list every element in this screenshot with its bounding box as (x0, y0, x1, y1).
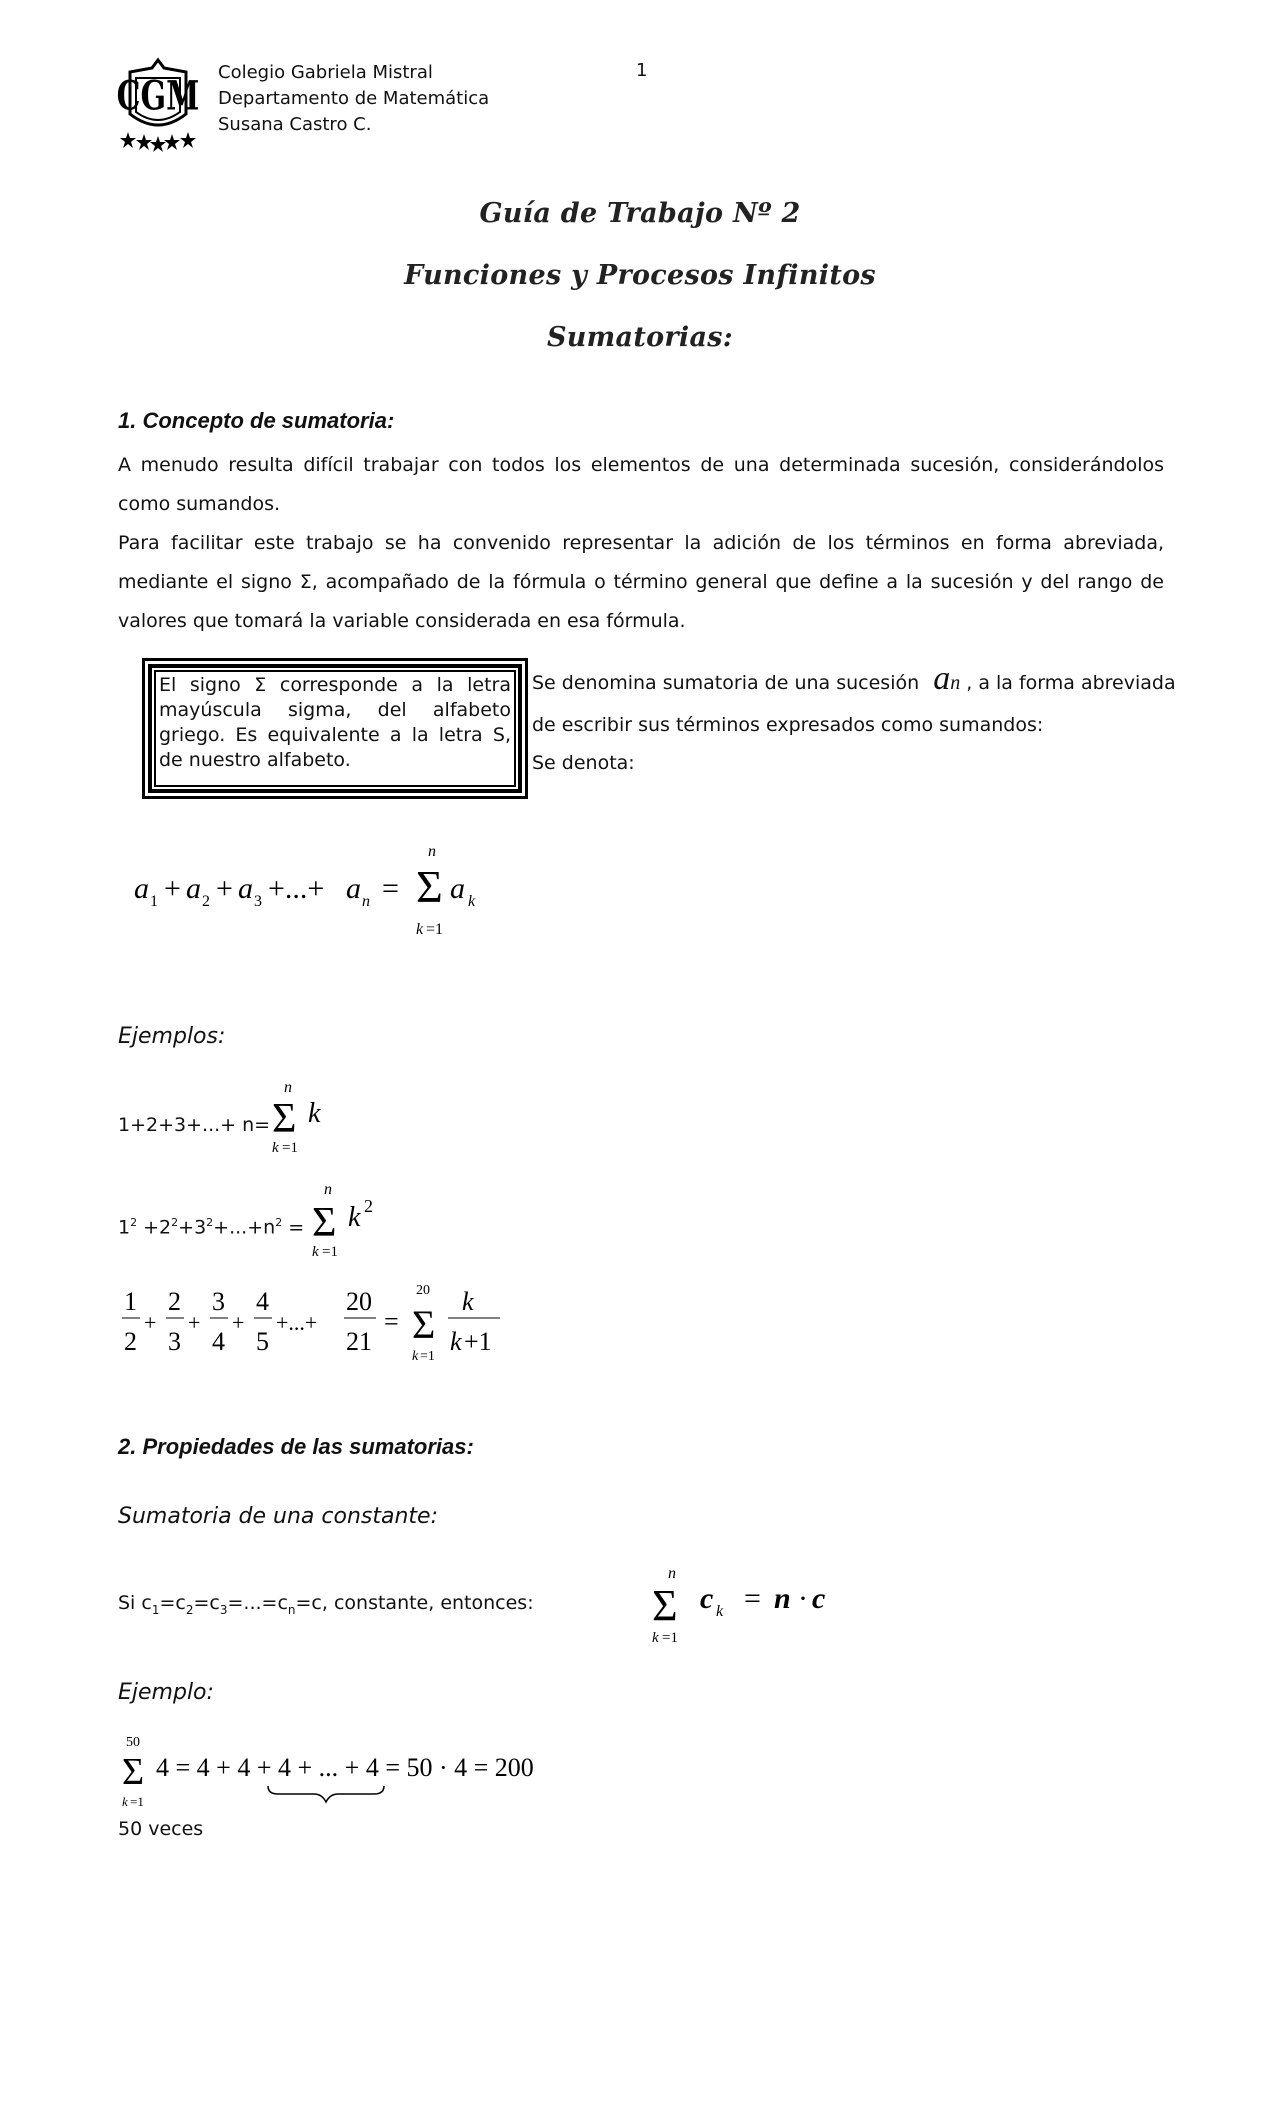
svg-text:Σ: Σ (652, 1581, 678, 1630)
svg-text:20: 20 (416, 1283, 430, 1298)
svg-text:4 = 4 + 4 + 4 + ... + 4 = 50 ·: 4 = 4 + 4 + 4 + ... + 4 = 50 · 4 = 200 (156, 1753, 534, 1782)
guide-title: Guía de Trabajo Nº 2 (479, 198, 801, 229)
svg-text:n: n (774, 1582, 791, 1615)
svg-text:=1: =1 (322, 1244, 338, 1260)
example1-lhs: 1+2+3+...+ n= (118, 1114, 271, 1136)
svg-text:a: a (134, 872, 149, 905)
svg-text:1: 1 (124, 1287, 137, 1316)
svg-text:n: n (668, 1565, 676, 1582)
definition-line-1: Se denomina sumatoria de una sucesión an , a la forma abreviada (532, 660, 1176, 697)
svg-text:=1: =1 (420, 1349, 435, 1364)
svg-text:50: 50 (126, 1735, 140, 1750)
svg-text:=: = (382, 872, 399, 905)
svg-text:Σ: Σ (272, 1096, 297, 1142)
svg-text:k: k (468, 893, 476, 910)
constant-sum-example-formula (118, 1732, 538, 1816)
sigma-definition-formula (128, 840, 528, 944)
department-name: Departamento de Matemática (218, 88, 490, 109)
svg-text:1: 1 (150, 893, 158, 910)
svg-text:5: 5 (256, 1327, 269, 1356)
svg-text:=: = (384, 1307, 399, 1336)
svg-text:k: k (416, 921, 424, 938)
constant-sum-statement: Si $c_1=c_2=c_3=...=c_n=c$, constante, entonces: (118, 1592, 534, 1617)
svg-text:=1: =1 (282, 1140, 298, 1156)
constant-sum-example-heading: Ejemplo: (118, 1680, 214, 1705)
svg-text:k: k (652, 1630, 659, 1646)
author-name: Susana Castro C. (218, 114, 372, 135)
page-number: 1 (636, 60, 648, 81)
svg-text:a: a (186, 872, 201, 905)
svg-text:2: 2 (202, 893, 210, 910)
constant-sum-formula (648, 1562, 868, 1652)
svg-text:c: c (700, 1582, 714, 1615)
example1-sigma (268, 1076, 348, 1160)
svg-text:Σ: Σ (416, 861, 443, 912)
svg-text:k: k (412, 1349, 419, 1364)
svg-text:k: k (348, 1202, 361, 1233)
topic-title: Funciones y Procesos Infinitos (404, 260, 876, 291)
example3-fraction-series (118, 1274, 518, 1370)
svg-text:+...+: +...+ (276, 1310, 318, 1335)
svg-text:=1: =1 (130, 1794, 144, 1809)
svg-text:CGM: CGM (116, 72, 200, 120)
svg-text:+: + (144, 1310, 157, 1335)
svg-text:Σ: Σ (312, 1200, 337, 1246)
svg-text:k: k (308, 1098, 321, 1129)
svg-text:3: 3 (168, 1327, 181, 1356)
svg-text:Σ: Σ (412, 1302, 436, 1347)
svg-text:=1: =1 (662, 1630, 678, 1646)
svg-text:k: k (462, 1287, 474, 1316)
section1-heading: 1. Concepto de sumatoria: (118, 408, 395, 433)
svg-text:c: c (812, 1582, 826, 1615)
svg-text:k: k (716, 1603, 724, 1620)
svg-text:n: n (428, 843, 436, 860)
svg-text:+: + (164, 872, 181, 905)
definition-line-2: de escribir sus términos expresados como sumandos: (532, 714, 1044, 736)
svg-text:=: = (744, 1582, 761, 1615)
svg-text:+...+: +...+ (268, 872, 325, 905)
svg-text:+: + (232, 1310, 245, 1335)
svg-text:4: 4 (212, 1327, 225, 1356)
subtopic-title: Sumatorias: (546, 322, 734, 353)
svg-text:2: 2 (168, 1287, 181, 1316)
svg-text:3: 3 (254, 893, 262, 910)
svg-text:a: a (450, 872, 465, 905)
svg-text:n: n (324, 1181, 332, 1198)
example2-sigma (308, 1178, 408, 1266)
svg-text:+: + (216, 872, 233, 905)
svg-text:a: a (238, 872, 253, 905)
sigma-note-text: El signo Σ corresponde a la letra mayúscula sigma, del alfabeto griego. Es equivalente a la letra S, de nuestro alfabeto. (159, 674, 511, 771)
svg-text:20: 20 (346, 1287, 372, 1316)
svg-text:n: n (362, 893, 370, 910)
svg-text:3: 3 (212, 1287, 225, 1316)
svg-text:·: · (798, 1582, 808, 1615)
svg-text:Σ: Σ (122, 1751, 145, 1793)
section1-paragraph-2: Para facilitar este trabajo se ha convenido representar la adición de los términos en forma abreviada, mediante el signo Σ, acompañado de la fórmula o término general que define a la sucesión y del rango de valores que tomará la variable considerada en esa fórmula. (118, 532, 1164, 632)
sigma-note-box (142, 658, 528, 799)
svg-text:+1: +1 (464, 1327, 492, 1356)
svg-text:2: 2 (364, 1196, 373, 1216)
school-logo (116, 58, 200, 148)
svg-text:a: a (346, 872, 361, 905)
constant-sum-heading: Sumatoria de una constante: (118, 1504, 438, 1529)
definition-line-3: Se denota: (532, 752, 635, 774)
svg-text:2: 2 (124, 1327, 137, 1356)
example2-lhs: $1^2 +2^2+3^2+...+n^2$ = (118, 1216, 305, 1239)
svg-text:21: 21 (346, 1327, 372, 1356)
svg-text:=1: =1 (426, 921, 444, 938)
section2-heading: 2. Propiedades de las sumatorias: (118, 1434, 474, 1459)
svg-text:k: k (272, 1140, 279, 1156)
svg-text:k: k (312, 1244, 319, 1260)
svg-text:k: k (122, 1794, 128, 1809)
examples-heading: Ejemplos: (118, 1024, 226, 1049)
svg-text:4: 4 (256, 1287, 269, 1316)
fifty-times-label: 50 veces (118, 1818, 204, 1840)
section1-paragraph-1: A menudo resulta difícil trabajar con todos los elementos de una determinada sucesión, considerándolos como sumandos. (118, 454, 1164, 515)
svg-text:k: k (450, 1327, 462, 1356)
svg-text:+: + (188, 1310, 201, 1335)
svg-text:n: n (284, 1079, 292, 1096)
school-name: Colegio Gabriela Mistral (218, 62, 433, 83)
